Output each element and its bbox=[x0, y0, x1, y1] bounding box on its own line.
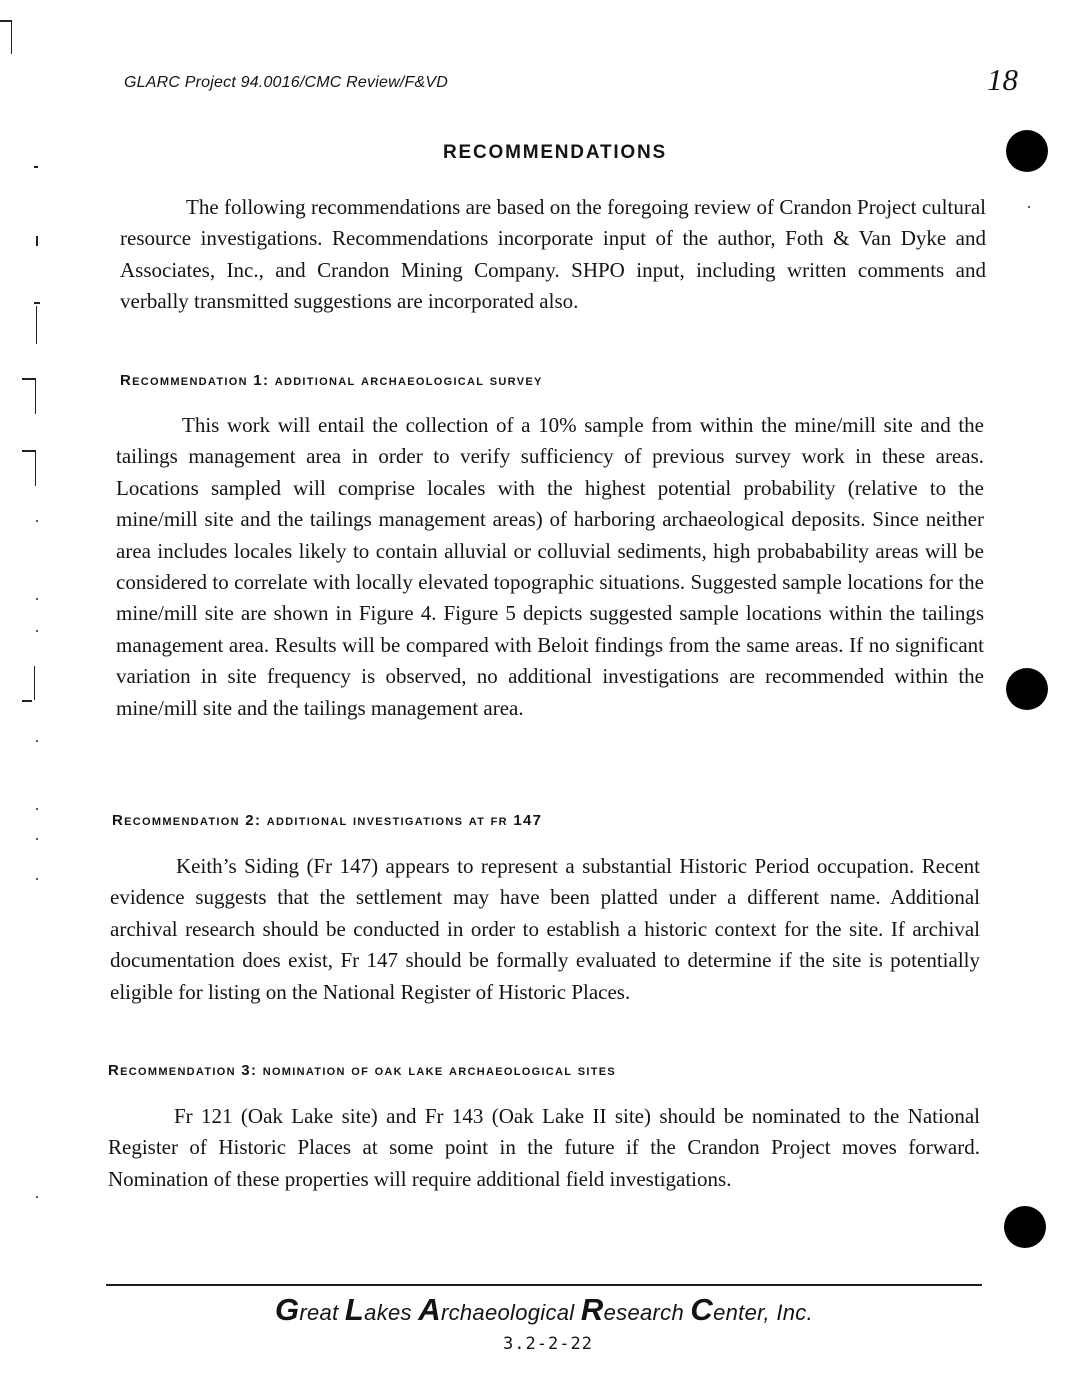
recommendation-1-heading: Recommendation 1: additional archaeological survey bbox=[120, 372, 543, 389]
intro-paragraph: The following recommendations are based on the foregoing review of Crandon Project cultural resource investigations. Recommendations incorporate input of the author, Foth & Van Dyke and Associates, Inc., and Crandon Mining Company. SHPO input, including written comments and verbally transmitted suggestions are incorporated also. bbox=[120, 195, 986, 314]
running-header: GLARC Project 94.0016/CMC Review/F&VD bbox=[124, 74, 448, 91]
punch-hole-bottom bbox=[1004, 1206, 1046, 1248]
footer-rule bbox=[106, 1284, 982, 1286]
footer-word: Great bbox=[274, 1292, 339, 1327]
page-title: RECOMMENDATIONS bbox=[442, 142, 668, 163]
recommendation-2-body: Keith’s Siding (Fr 147) appears to represent a substantial Historic Period occupation. Recent evidence suggests that the settlement may have been platted under a different name. Additional archival research should be conducted in order to establish a historic context for the site. If archival documentation does exist, Fr 147 should be formally evaluated to determine if the site is potentially eligible for listing on the National Register of Historic Places. bbox=[110, 854, 980, 1004]
footer-word: Research bbox=[580, 1292, 684, 1327]
footer-word: Archaeological bbox=[418, 1292, 575, 1327]
footer-word: Center, Inc. bbox=[690, 1292, 814, 1327]
footer-document-code: 3.2-2-22 bbox=[503, 1334, 593, 1354]
footer-word: Lakes bbox=[344, 1292, 412, 1327]
punch-hole-middle bbox=[1006, 668, 1048, 710]
footer-organization bbox=[0, 1292, 1068, 1328]
recommendation-1-body: This work will entail the collection of a 10% sample from within the mine/mill site and the tailings management area in order to verify sufficiency of previous survey work in these areas. Locations sampled will comprise locales with the highest potential probability (relative to the mine/mill site and the tailings management areas) of harboring archaeological deposits. Since neither area includes locales likely to contain alluvial or colluvial sediments, high probabability areas will be considered to correlate with locally elevated topographic situations. Suggested sample locations for the mine/mill site are shown in Figure 4. Figure 5 depicts suggested sample locations within the tailings management area. Results will be compared with Beloit findings from the same areas. If no significant variation in site frequency is observed, no additional investigations are recommended within the mine/mill site and the tailings management area. bbox=[116, 413, 984, 720]
recommendation-3-body: Fr 121 (Oak Lake site) and Fr 143 (Oak Lake II site) should be nominated to the National Register of Historic Places at some point in the future if the Crandon Project moves forward. Nomination of these properties will require additional field investigations. bbox=[108, 1104, 980, 1191]
page-number: 18 bbox=[987, 62, 1018, 97]
recommendation-3-heading: Recommendation 3: nomination of oak lake archaeological sites bbox=[108, 1062, 617, 1079]
recommendation-2-heading: Recommendation 2: additional investigations at fr 147 bbox=[112, 812, 543, 829]
punch-hole-top bbox=[1006, 130, 1048, 172]
